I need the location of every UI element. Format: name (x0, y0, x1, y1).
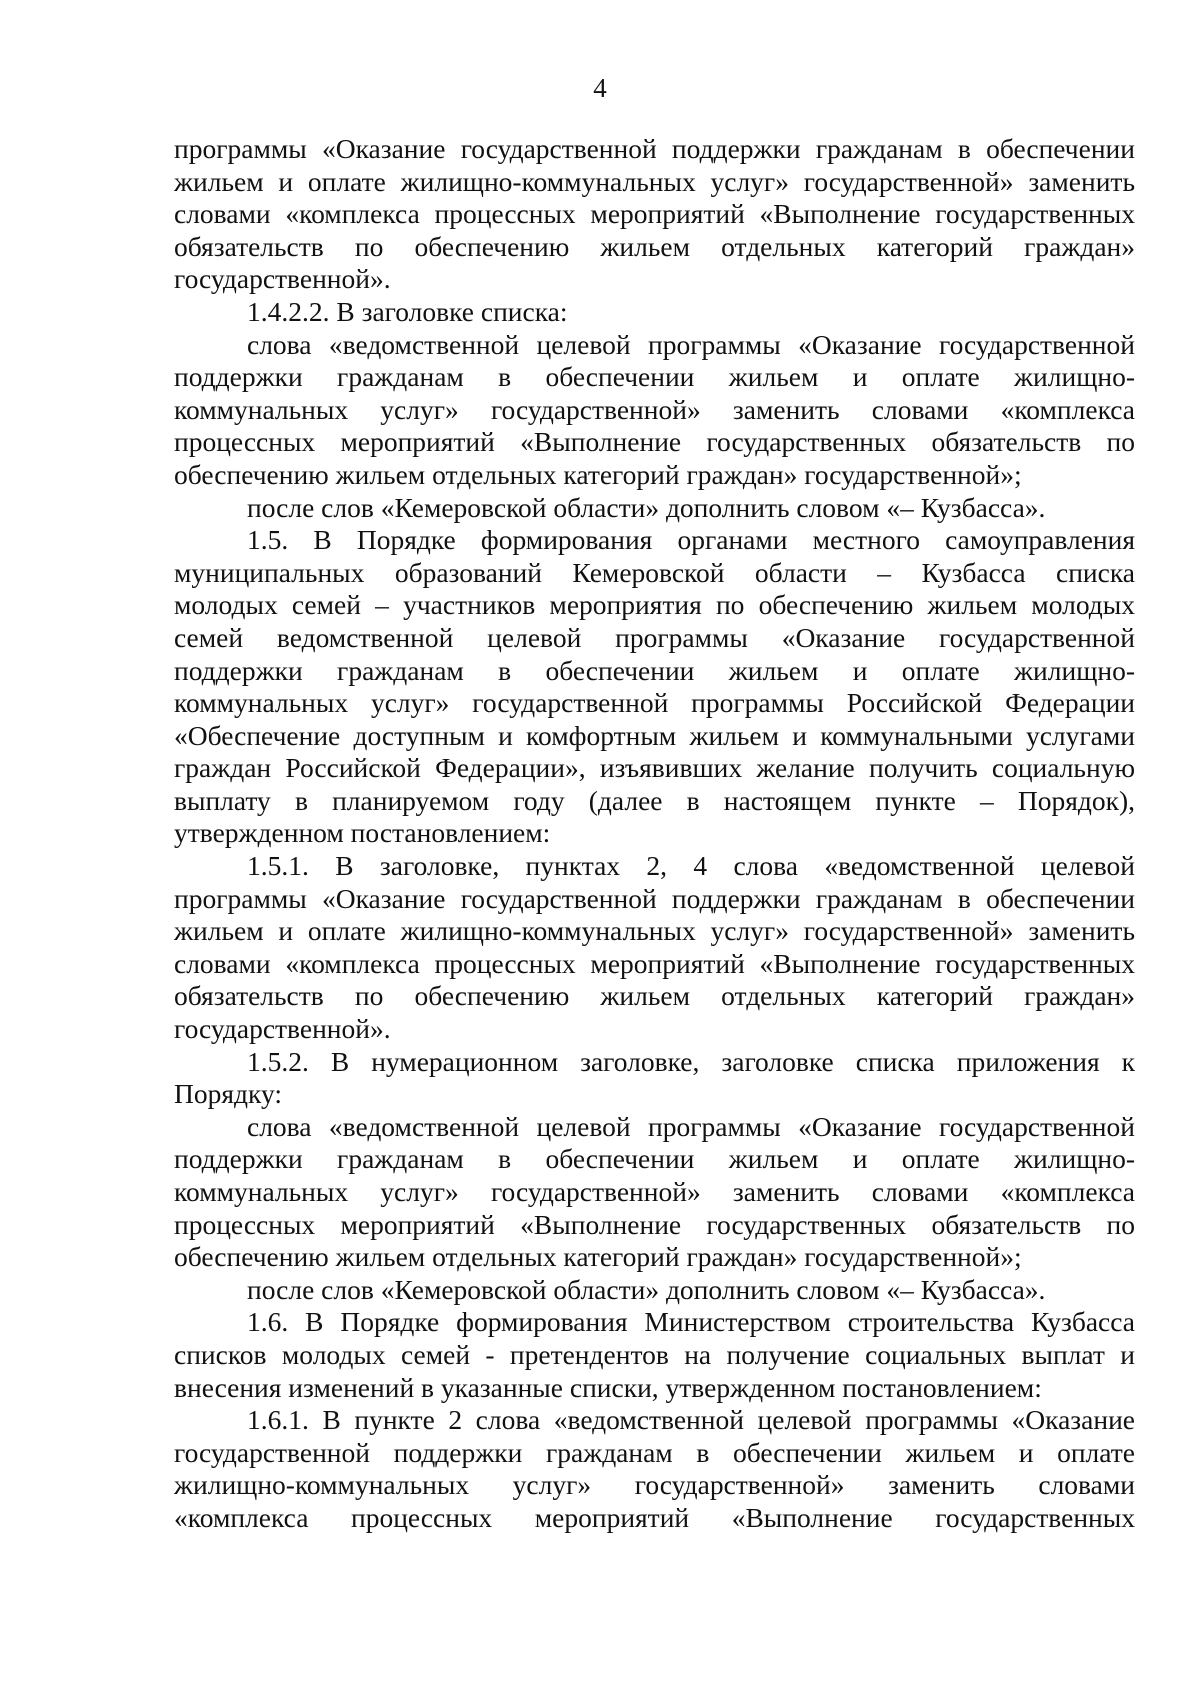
text-line: «Обеспечение доступным и комфортным жильем и коммунальными услугами (174, 719, 1135, 751)
text-line: молодых семей – участников мероприятия по обеспечению жильем молодых (174, 589, 1135, 621)
text-line: после слов «Кемеровской области» дополнить словом «– Кузбасса». (247, 1273, 1046, 1305)
text-line: слова «ведомственной целевой программы «Оказание государственной (247, 1110, 1135, 1142)
text-line: муниципальных образований Кемеровской области – Кузбасса списка (174, 556, 1135, 588)
text-line: обеспечению жильем отдельных категорий граждан» государственной»; (174, 1241, 1022, 1273)
text-line: процессных мероприятий «Выполнение государственных обязательств по (174, 1208, 1135, 1240)
text-line: утвержденном постановлением: (174, 817, 551, 849)
text-line: государственной». (174, 263, 391, 295)
text-line: 1.6. В Порядке формирования Министерством строительства Кузбасса (247, 1306, 1135, 1338)
text-line: программы «Оказание государственной поддержки гражданам в обеспечении (174, 133, 1135, 164)
text-line: жильем и оплате жилищно-коммунальных услуг» государственной» заменить (174, 165, 1135, 197)
text-line: государственной поддержки гражданам в обеспечении жильем и оплате (174, 1436, 1135, 1468)
text-line: выплату в планируемом году (далее в настоящем пункте – Порядок), (174, 784, 1135, 816)
text-line: государственной». (174, 1013, 391, 1045)
text-line: 1.5.2. В нумерационном заголовке, заголовке списка приложения к (247, 1045, 1135, 1077)
text-line: обязательств по обеспечению жильем отдельных категорий граждан» (174, 230, 1135, 262)
text-line: слова «ведомственной целевой программы «Оказание государственной (247, 328, 1135, 360)
page-number: 4 (593, 73, 607, 103)
text-line: семей ведомственной целевой программы «Оказание государственной (174, 621, 1135, 653)
text-line: коммунальных услуг» государственной» заменить словами «комплекса (174, 1176, 1135, 1207)
text-line: после слов «Кемеровской области» дополнить словом «– Кузбасса». (247, 491, 1046, 523)
text-line: обеспечению жильем отдельных категорий граждан» государственной»; (174, 458, 1022, 490)
document-body (174, 133, 1135, 1535)
text-line: программы «Оказание государственной поддержки гражданам в обеспечении (174, 882, 1135, 914)
text-line: внесения изменений в указанные списки, утвержденном постановлением: (174, 1371, 1042, 1403)
text-line: 1.5. В Порядке формирования органами местного самоуправления (247, 524, 1135, 556)
text-line: словами «комплекса процессных мероприятий «Выполнение государственных (174, 198, 1135, 230)
text-line: процессных мероприятий «Выполнение государственных обязательств по (174, 426, 1135, 458)
text-line: «комплекса процессных мероприятий «Выполнение государственных (174, 1501, 1135, 1533)
text-line: обязательств по обеспечению жильем отдельных категорий граждан» (174, 980, 1135, 1012)
text-line: списков молодых семей - претендентов на получение социальных выплат и (174, 1338, 1135, 1370)
text-line: словами «комплекса процессных мероприятий «Выполнение государственных (174, 947, 1135, 979)
text-line: 1.4.2.2. В заголовке списка: (247, 295, 568, 327)
text-line: коммунальных услуг» государственной» заменить словами «комплекса (174, 393, 1135, 425)
text-line: жилищно-коммунальных услуг» государственной» заменить словами (174, 1469, 1135, 1501)
text-line: коммунальных услуг» государственной программы Российской Федерации (174, 687, 1135, 719)
text-line: 1.6.1. В пункте 2 слова «ведомственной целевой программы «Оказание (247, 1404, 1135, 1436)
text-line: граждан Российской Федерации», изъявивших желание получить социальную (174, 752, 1135, 784)
text-line: поддержки гражданам в обеспечении жильем и оплате жилищно- (174, 1143, 1135, 1175)
text-line: Порядку: (174, 1078, 282, 1110)
text-line: поддержки гражданам в обеспечении жильем и оплате жилищно- (174, 361, 1135, 393)
text-line: поддержки гражданам в обеспечении жильем и оплате жилищно- (174, 654, 1135, 686)
text-line: 1.5.1. В заголовке, пунктах 2, 4 слова «ведомственной целевой (247, 850, 1135, 882)
text-line: жильем и оплате жилищно-коммунальных услуг» государственной» заменить (174, 915, 1135, 947)
